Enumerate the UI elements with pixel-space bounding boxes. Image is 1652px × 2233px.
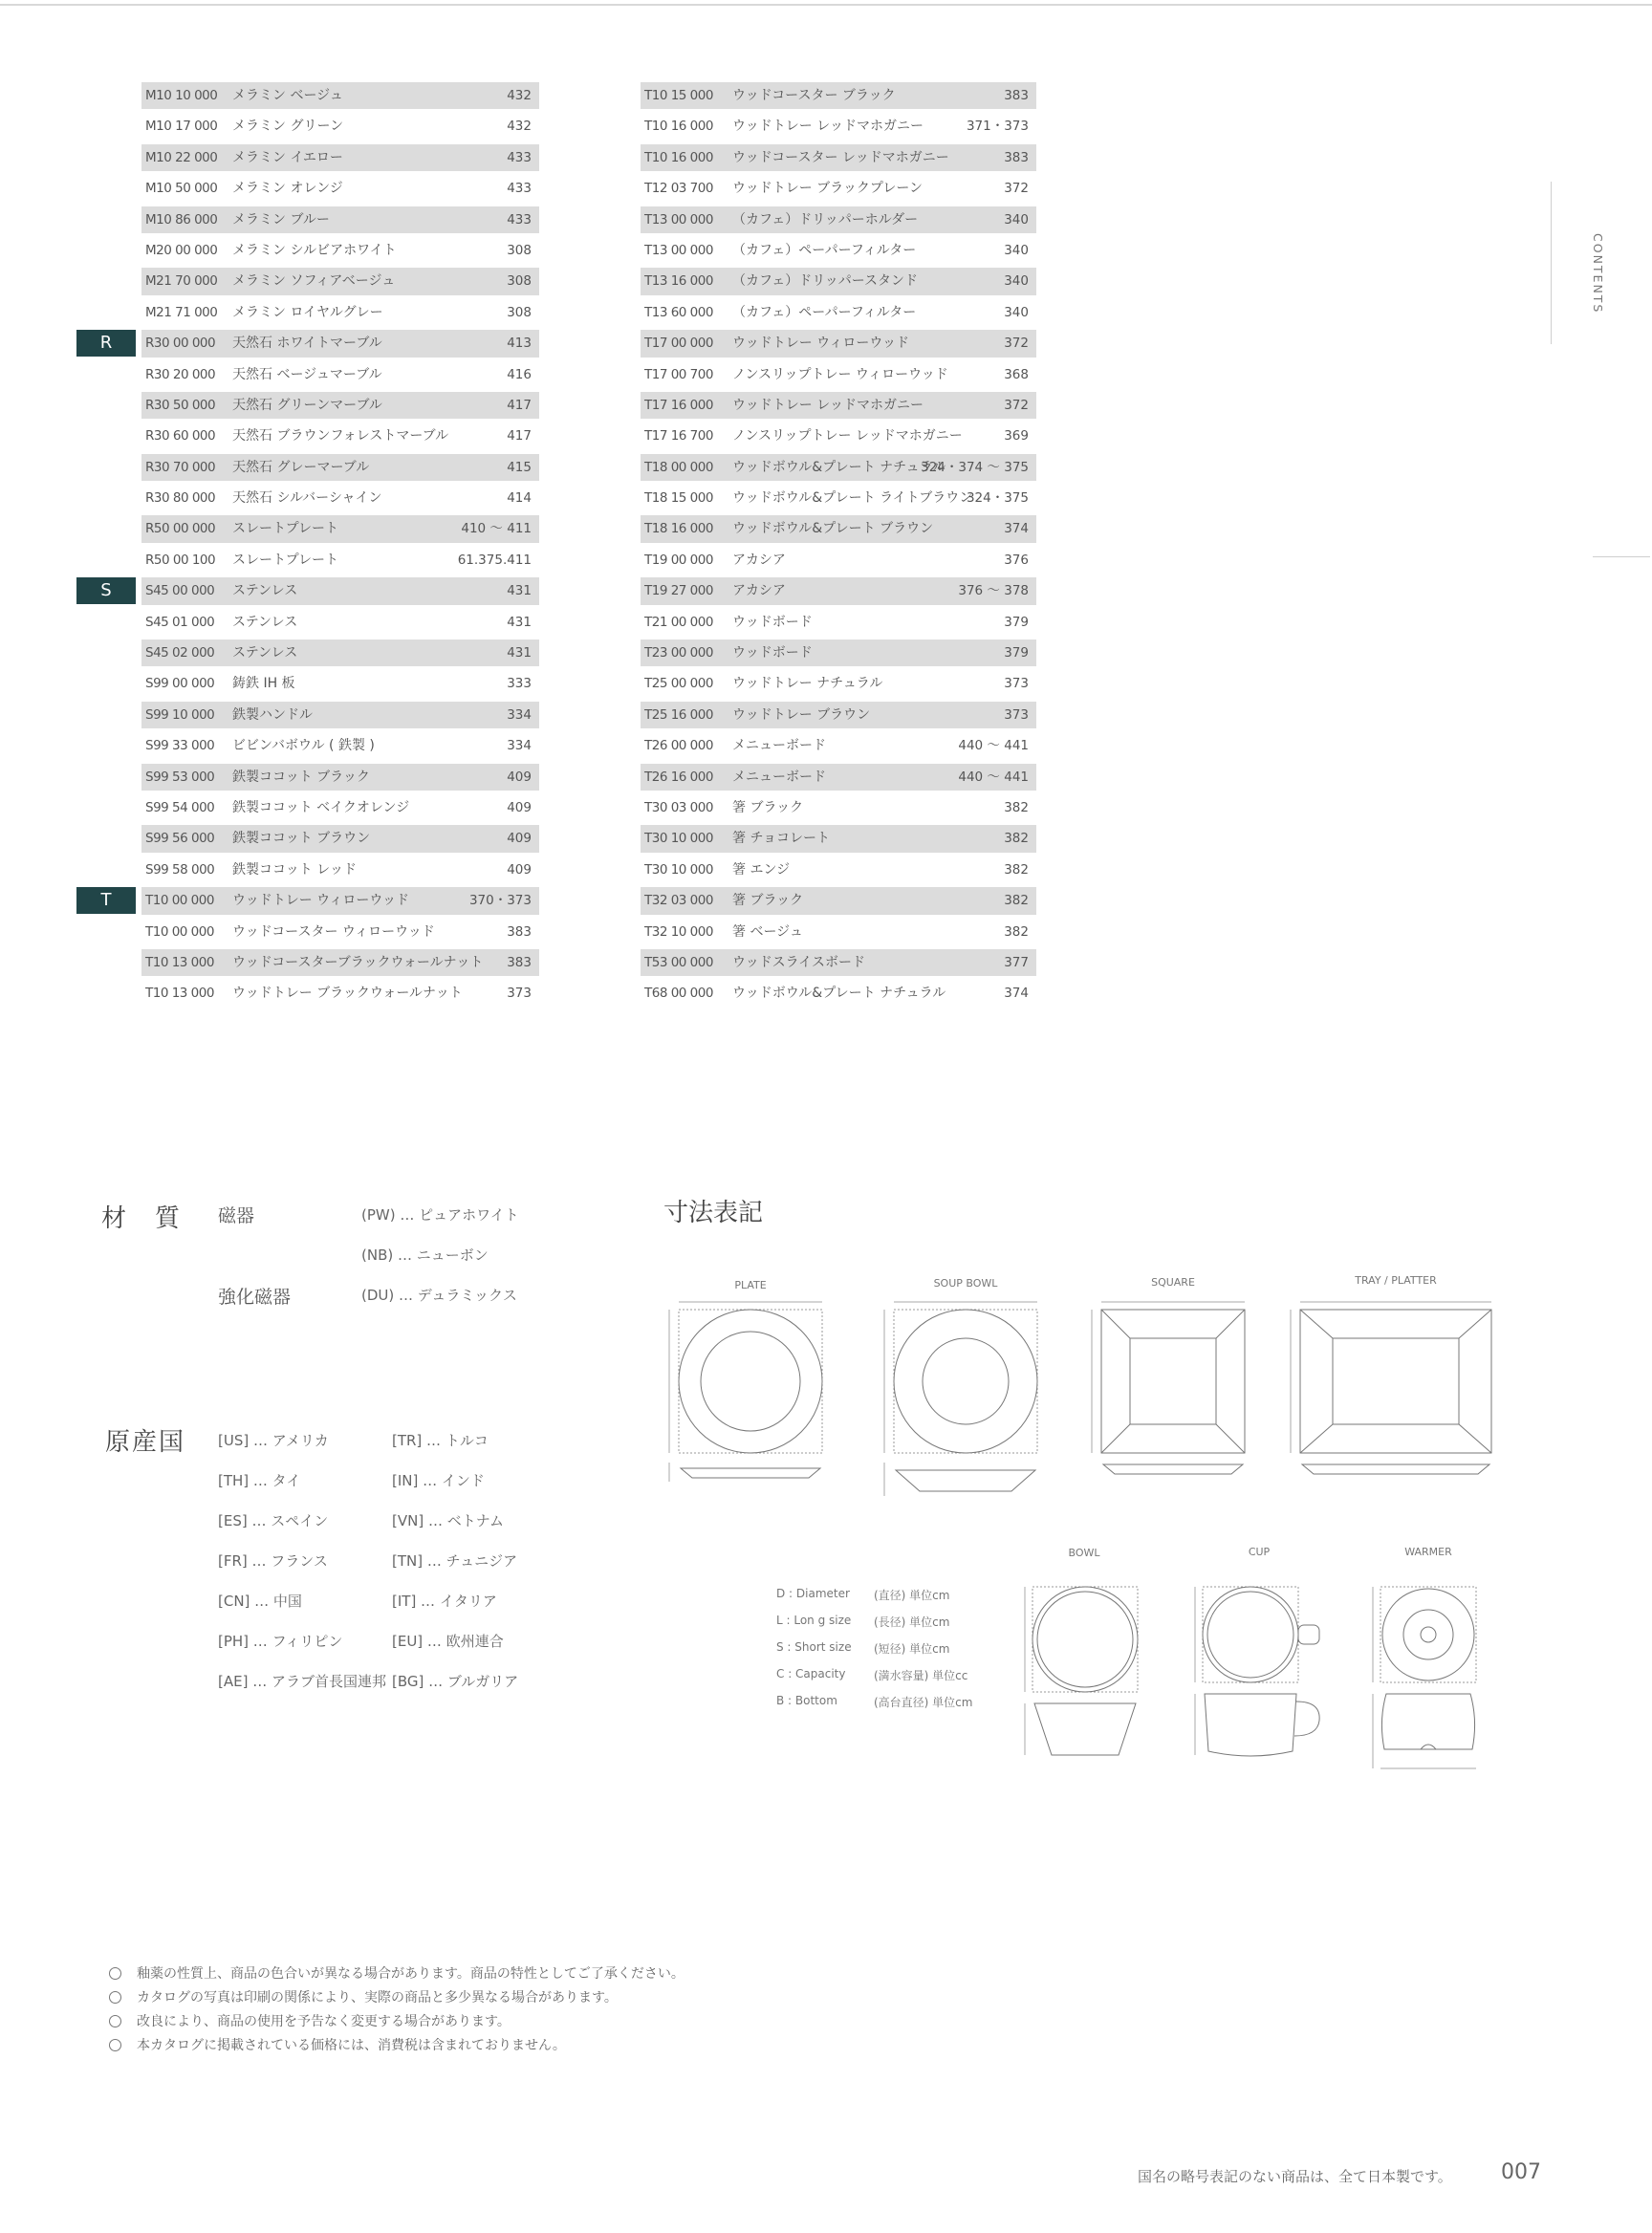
page-reference: 373 bbox=[507, 986, 532, 1002]
product-code: T10 13 000 bbox=[145, 954, 214, 970]
product-name: （カフェ）ペーパーフィルター bbox=[732, 304, 917, 320]
product-name: 鉄製ココット ブラック bbox=[232, 769, 370, 785]
product-name: ウッドトレー ブラックウォールナット bbox=[232, 986, 463, 1002]
fig-label-tray: TRAY / PLATTER bbox=[1355, 1274, 1437, 1287]
product-name: スレートプレート bbox=[232, 552, 339, 568]
square-drawing bbox=[1092, 1302, 1245, 1474]
product-code: S99 53 000 bbox=[145, 769, 215, 785]
origin-item: [TR] … トルコ bbox=[392, 1432, 489, 1449]
page-reference: 369 bbox=[1004, 428, 1029, 444]
product-name: ウッドボード bbox=[732, 645, 813, 661]
product-code: M10 10 000 bbox=[145, 88, 218, 103]
page-reference: 376 bbox=[1004, 552, 1029, 568]
product-name: メラミン グリーン bbox=[232, 119, 344, 135]
origin-item: [ES] … スペイン bbox=[218, 1512, 329, 1529]
note-item: 改良により、商品の使用を予告なく変更する場合があります。 bbox=[109, 2011, 511, 2030]
product-name: メラミン シルビアホワイト bbox=[232, 242, 397, 258]
page-reference: 333 bbox=[507, 676, 532, 692]
product-code: M10 17 000 bbox=[145, 119, 218, 135]
product-code: M10 86 000 bbox=[145, 211, 218, 228]
note-item: 本カタログに掲載されている価格には、消費税は含まれておりません。 bbox=[109, 2035, 566, 2054]
origin-item: [IT] … イタリア bbox=[392, 1593, 497, 1610]
product-name: ウッドトレー ブラウン bbox=[732, 706, 871, 723]
warmer-drawing bbox=[1373, 1587, 1476, 1768]
section-letter-tab: S bbox=[76, 577, 136, 604]
product-code: M20 00 000 bbox=[145, 242, 218, 258]
product-name: ウッドトレー ウィローウッド bbox=[732, 336, 910, 352]
product-name: 天然石 グレーマーブル bbox=[232, 459, 370, 475]
product-code: S99 58 000 bbox=[145, 861, 215, 878]
page-reference: 382 bbox=[1004, 831, 1029, 847]
origin-item: [TN] … チュニジア bbox=[392, 1552, 518, 1570]
product-name: 天然石 ベージュマーブル bbox=[232, 366, 382, 382]
section-letter-tab: R bbox=[76, 330, 136, 357]
material-item: (PW) … ピュアホワイト bbox=[361, 1206, 519, 1224]
product-code: S99 10 000 bbox=[145, 706, 215, 723]
product-name: スレートプレート bbox=[232, 521, 339, 537]
page-reference: 414 bbox=[507, 490, 532, 507]
page-reference: 417 bbox=[507, 428, 532, 444]
product-code: T10 16 000 bbox=[644, 119, 713, 135]
page-reference: 409 bbox=[507, 861, 532, 878]
contents-tab[interactable]: CONTENTS bbox=[1591, 233, 1605, 314]
page-number: 007 bbox=[1501, 2160, 1541, 2184]
product-code: T10 15 000 bbox=[644, 88, 713, 103]
page-reference: 409 bbox=[507, 769, 532, 785]
page-reference: 372 bbox=[1004, 397, 1029, 413]
product-name: メラミン オレンジ bbox=[232, 181, 343, 197]
fig-label-cup: CUP bbox=[1248, 1546, 1271, 1558]
circle-bullet-icon bbox=[109, 2039, 121, 2051]
origin-item: [CN] … 中国 bbox=[218, 1593, 302, 1610]
soup-bowl-drawing bbox=[884, 1302, 1037, 1496]
product-code: T13 00 000 bbox=[644, 242, 713, 258]
product-name: ウッドボード bbox=[732, 614, 813, 630]
product-code: T10 00 000 bbox=[145, 923, 214, 940]
product-code: M21 71 000 bbox=[145, 304, 218, 320]
note-item: カタログの写真は印刷の関係により、実際の商品と多少異なる場合があります。 bbox=[109, 1987, 618, 2006]
page-reference: 340 bbox=[1004, 304, 1029, 320]
material-item: (DU) … デュラミックス bbox=[361, 1287, 517, 1304]
product-name: ウッドボウル&プレート ナチュラル bbox=[732, 459, 946, 475]
circle-bullet-icon bbox=[109, 2015, 121, 2027]
product-name: アカシア bbox=[732, 583, 786, 599]
product-name: メラミン イエロー bbox=[232, 149, 343, 165]
product-code: T10 16 000 bbox=[644, 149, 713, 165]
fig-label-plate: PLATE bbox=[734, 1279, 767, 1291]
product-code: T19 00 000 bbox=[644, 552, 713, 568]
product-code: R30 60 000 bbox=[145, 428, 216, 444]
origin-item: [BG] … ブルガリア bbox=[392, 1673, 519, 1690]
product-name: （カフェ）ドリッパーホルダー bbox=[732, 211, 919, 228]
page-reference: 382 bbox=[1004, 861, 1029, 878]
page-reference: 433 bbox=[507, 181, 532, 197]
page-reference: 61.375.411 bbox=[457, 552, 532, 568]
legend-long-size: L : Lon g size (長径) 単位cm bbox=[776, 1614, 950, 1629]
page-reference: 373 bbox=[1004, 676, 1029, 692]
page-reference: 340 bbox=[1004, 211, 1029, 228]
product-name: 天然石 シルバーシャイン bbox=[232, 490, 382, 507]
page-reference: 334 bbox=[507, 706, 532, 723]
product-code: R30 20 000 bbox=[145, 366, 216, 382]
origin-item: [EU] … 欧州連合 bbox=[392, 1633, 504, 1650]
product-code: R50 00 100 bbox=[145, 552, 216, 568]
product-code: T32 03 000 bbox=[644, 893, 713, 909]
product-name: ノンスリップトレー ウィローウッド bbox=[732, 366, 948, 382]
page-reference: 383 bbox=[507, 923, 532, 940]
product-code: R30 80 000 bbox=[145, 490, 216, 507]
page-reference: 324・374 〜 375 bbox=[921, 459, 1029, 475]
material-item: (NB) … ニューボン bbox=[361, 1247, 489, 1264]
page-reference: 433 bbox=[507, 211, 532, 228]
product-name: アカシア bbox=[732, 552, 786, 568]
page-reference: 340 bbox=[1004, 273, 1029, 290]
product-code: R30 70 000 bbox=[145, 459, 216, 475]
product-name: ウッドコースター ブラック bbox=[732, 88, 896, 103]
plate-drawing bbox=[669, 1302, 822, 1482]
material-label: 材 質 bbox=[101, 1204, 183, 1233]
page-reference: 383 bbox=[1004, 88, 1029, 103]
origin-item: [AE] … アラブ首長国連邦 bbox=[218, 1673, 386, 1690]
product-code: T13 60 000 bbox=[644, 304, 713, 320]
product-name: ウッドトレー レッドマホガニー bbox=[732, 397, 924, 413]
product-code: T26 00 000 bbox=[644, 738, 713, 754]
product-code: S99 33 000 bbox=[145, 738, 215, 754]
material-type-porcelain: 磁器 bbox=[218, 1205, 255, 1226]
tray-drawing bbox=[1291, 1302, 1491, 1474]
page-reference: 372 bbox=[1004, 336, 1029, 352]
page-reference: 308 bbox=[507, 242, 532, 258]
page-reference: 409 bbox=[507, 799, 532, 815]
product-code: R30 50 000 bbox=[145, 397, 216, 413]
page-reference: 382 bbox=[1004, 893, 1029, 909]
page-reference: 308 bbox=[507, 273, 532, 290]
note-item: 釉薬の性質上、商品の色合いが異なる場合があります。商品の特性としてご了承ください。 bbox=[109, 1963, 685, 1983]
page-reference: 371・373 bbox=[966, 119, 1029, 135]
product-name: ウッドコースター ウィローウッド bbox=[232, 923, 435, 940]
product-name: 天然石 ホワイトマーブル bbox=[232, 336, 382, 352]
product-code: S99 00 000 bbox=[145, 676, 215, 692]
fig-label-bowl: BOWL bbox=[1068, 1547, 1100, 1559]
page-reference: 383 bbox=[1004, 149, 1029, 165]
product-code: S45 01 000 bbox=[145, 614, 215, 630]
page-reference: 409 bbox=[507, 831, 532, 847]
product-code: R50 00 000 bbox=[145, 521, 216, 537]
page-reference: 410 〜 411 bbox=[461, 521, 532, 537]
product-code: T30 10 000 bbox=[644, 831, 713, 847]
product-code: S45 02 000 bbox=[145, 645, 215, 661]
product-name: （カフェ）ペーパーフィルター bbox=[732, 242, 917, 258]
page-reference: 374 bbox=[1004, 521, 1029, 537]
product-code: T17 00 000 bbox=[644, 336, 713, 352]
page-reference: 370・373 bbox=[468, 893, 532, 909]
page-reference: 374 bbox=[1004, 986, 1029, 1002]
page-reference: 431 bbox=[507, 614, 532, 630]
product-code: T25 16 000 bbox=[644, 706, 713, 723]
product-code: T12 03 700 bbox=[644, 181, 713, 197]
product-name: ウッドボウル&プレート ライトブラウン bbox=[732, 490, 973, 507]
page-reference: 432 bbox=[507, 119, 532, 135]
fig-label-soup-bowl: SOUP BOWL bbox=[933, 1277, 998, 1290]
product-code: M10 22 000 bbox=[145, 149, 218, 165]
product-code: T30 10 000 bbox=[644, 861, 713, 878]
fig-label-square: SQUARE bbox=[1151, 1276, 1195, 1289]
product-name: 鋳鉄 IH 板 bbox=[232, 676, 295, 692]
product-name: ノンスリップトレー レッドマホガニー bbox=[732, 428, 963, 444]
circle-bullet-icon bbox=[109, 1967, 121, 1980]
legend-diameter: D : Diameter (直径) 単位cm bbox=[776, 1587, 950, 1602]
page-reference: 416 bbox=[507, 366, 532, 382]
product-name: ウッドトレー ナチュラル bbox=[732, 676, 883, 692]
page-reference: 324・375 bbox=[966, 490, 1029, 507]
page-reference: 334 bbox=[507, 738, 532, 754]
material-type-reinforced: 強化磁器 bbox=[218, 1287, 292, 1308]
product-code: M10 50 000 bbox=[145, 181, 218, 197]
origin-item: [US] … アメリカ bbox=[218, 1432, 329, 1449]
product-name: メニューボード bbox=[732, 738, 826, 754]
product-code: T23 00 000 bbox=[644, 645, 713, 661]
product-code: M21 70 000 bbox=[145, 273, 218, 290]
page-reference: 379 bbox=[1004, 645, 1029, 661]
page-reference: 432 bbox=[507, 88, 532, 103]
product-code: T68 00 000 bbox=[644, 986, 713, 1002]
product-name: ウッドトレー レッドマホガニー bbox=[732, 119, 924, 135]
page-reference: 340 bbox=[1004, 242, 1029, 258]
product-name: 箸 ブラック bbox=[732, 799, 804, 815]
product-code: T21 00 000 bbox=[644, 614, 713, 630]
product-name: 天然石 グリーンマーブル bbox=[232, 397, 382, 413]
product-name: ウッドコースターブラックウォールナット bbox=[232, 954, 484, 970]
product-name: メラミン ソフィアベージュ bbox=[232, 273, 396, 290]
origin-item: [IN] … インド bbox=[392, 1472, 485, 1489]
product-code: S99 54 000 bbox=[145, 799, 215, 815]
product-name: メニューボード bbox=[732, 769, 826, 785]
product-code: T19 27 000 bbox=[644, 583, 713, 599]
product-name: ウッドトレー ウィローウッド bbox=[232, 893, 410, 909]
product-name: 鉄製ココット ベイクオレンジ bbox=[232, 799, 410, 815]
product-name: 箸 ベージュ bbox=[732, 923, 803, 940]
bowl-drawing bbox=[1025, 1587, 1138, 1755]
origin-item: [PH] … フィリピン bbox=[218, 1633, 343, 1650]
origin-item: [VN] … ベトナム bbox=[392, 1512, 504, 1529]
circle-bullet-icon bbox=[109, 1991, 121, 2004]
fig-label-warmer: WARMER bbox=[1404, 1546, 1452, 1558]
page-reference: 440 〜 441 bbox=[958, 738, 1029, 754]
product-code: T18 15 000 bbox=[644, 490, 713, 507]
product-code: T53 00 000 bbox=[644, 954, 713, 970]
page-reference: 377 bbox=[1004, 954, 1029, 970]
page-reference: 433 bbox=[507, 149, 532, 165]
page-reference: 431 bbox=[507, 583, 532, 599]
page-reference: 417 bbox=[507, 397, 532, 413]
product-code: T17 00 700 bbox=[644, 366, 713, 382]
page-reference: 413 bbox=[507, 336, 532, 352]
product-name: ウッドトレー ブラックプレーン bbox=[732, 181, 924, 197]
page-reference: 372 bbox=[1004, 181, 1029, 197]
cup-drawing bbox=[1195, 1587, 1319, 1756]
product-name: 箸 ブラック bbox=[732, 893, 804, 909]
page-reference: 379 bbox=[1004, 614, 1029, 630]
product-code: S45 00 000 bbox=[145, 583, 215, 599]
page-reference: 368 bbox=[1004, 366, 1029, 382]
page-reference: 415 bbox=[507, 459, 532, 475]
product-code: T25 00 000 bbox=[644, 676, 713, 692]
product-name: ビビンバボウル ( 鉄製 ) bbox=[232, 738, 375, 754]
product-code: T17 16 700 bbox=[644, 428, 713, 444]
product-name: ステンレス bbox=[232, 645, 298, 661]
product-name: 天然石 ブラウンフォレストマーブル bbox=[232, 428, 449, 444]
product-name: 鉄製ココット レッド bbox=[232, 861, 358, 878]
origin-item: [TH] … タイ bbox=[218, 1472, 301, 1489]
product-name: 箸 チョコレート bbox=[732, 831, 831, 847]
product-name: ウッドスライスボード bbox=[732, 954, 866, 970]
page-reference: 308 bbox=[507, 304, 532, 320]
product-name: メラミン ブルー bbox=[232, 211, 330, 228]
product-name: ウッドボウル&プレート ブラウン bbox=[732, 521, 934, 537]
page-reference: 383 bbox=[507, 954, 532, 970]
product-name: ステンレス bbox=[232, 614, 298, 630]
page-reference: 373 bbox=[1004, 706, 1029, 723]
product-code: T30 03 000 bbox=[644, 799, 713, 815]
origin-label: 原産国 bbox=[105, 1428, 186, 1457]
legend-bottom: B : Bottom (高台直径) 単位cm bbox=[776, 1694, 973, 1709]
page-reference: 376 〜 378 bbox=[958, 583, 1029, 599]
product-code: T17 16 000 bbox=[644, 397, 713, 413]
product-name: 箸 エンジ bbox=[732, 861, 791, 878]
product-name: ウッドコースター レッドマホガニー bbox=[732, 149, 949, 165]
product-code: T18 00 000 bbox=[644, 459, 713, 475]
section-letter-tab: T bbox=[76, 887, 136, 914]
product-name: （カフェ）ドリッパースタンド bbox=[732, 273, 919, 290]
product-name: 鉄製ココット ブラウン bbox=[232, 831, 371, 847]
product-code: R30 00 000 bbox=[145, 336, 216, 352]
product-name: ウッドボウル&プレート ナチュラル bbox=[732, 986, 946, 1002]
origin-item: [FR] … フランス bbox=[218, 1552, 328, 1570]
page-reference: 382 bbox=[1004, 799, 1029, 815]
page-reference: 431 bbox=[507, 645, 532, 661]
page-reference: 440 〜 441 bbox=[958, 769, 1029, 785]
product-code: T13 16 000 bbox=[644, 273, 713, 290]
product-code: T18 16 000 bbox=[644, 521, 713, 537]
product-code: T13 00 000 bbox=[644, 211, 713, 228]
dimension-title: 寸法表記 bbox=[663, 1199, 764, 1227]
product-code: T32 10 000 bbox=[644, 923, 713, 940]
legend-capacity: C : Capacity (満水容量) 単位cc bbox=[776, 1667, 968, 1682]
product-code: S99 56 000 bbox=[145, 831, 215, 847]
product-code: T10 00 000 bbox=[145, 893, 214, 909]
product-name: メラミン ロイヤルグレー bbox=[232, 304, 383, 320]
product-name: メラミン ベージュ bbox=[232, 88, 343, 103]
footer-note: 国名の略号表記のない商品は、全て日本製です。 bbox=[1138, 2168, 1452, 2185]
page-reference: 382 bbox=[1004, 923, 1029, 940]
legend-short-size: S : Short size (短径) 単位cm bbox=[776, 1640, 950, 1656]
product-name: 鉄製ハンドル bbox=[232, 706, 313, 723]
product-code: T26 16 000 bbox=[644, 769, 713, 785]
product-name: ステンレス bbox=[232, 583, 298, 599]
product-code: T10 13 000 bbox=[145, 986, 214, 1002]
